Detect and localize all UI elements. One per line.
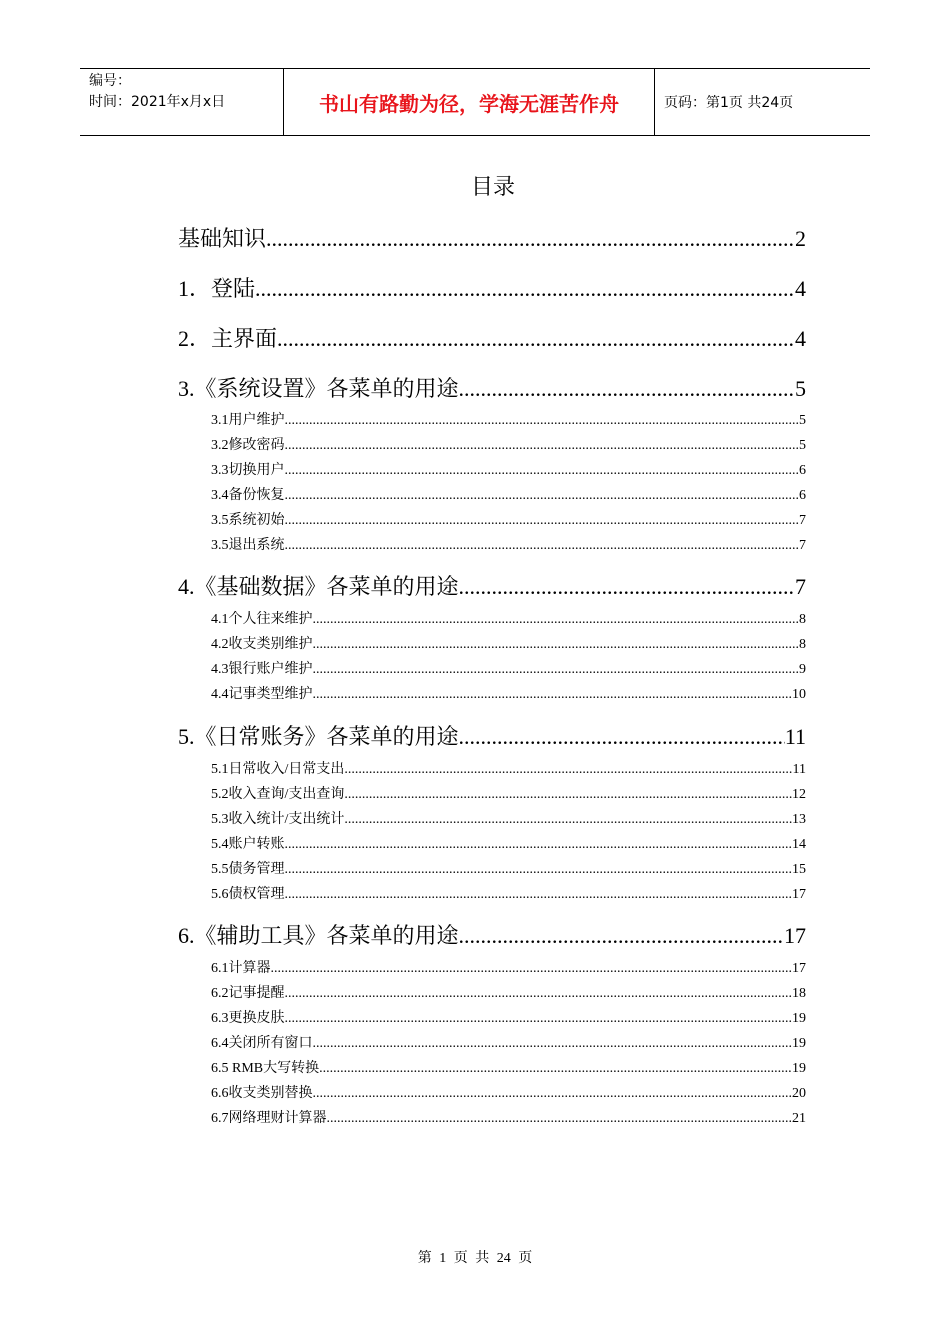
toc-entry-page: 5 — [795, 376, 806, 401]
toc-section-entry[interactable] — [211, 608, 806, 628]
toc-dot-leader — [285, 887, 793, 903]
toc-entry-title: 3.5退出系统 — [211, 538, 285, 553]
toc-entry-page: 17 — [792, 887, 806, 902]
toc-entry-page: 21 — [792, 1111, 806, 1126]
toc-dot-leader — [313, 1036, 793, 1052]
toc-entry-page: 19 — [792, 1011, 806, 1026]
toc-entry-page: 15 — [792, 862, 806, 877]
toc-dot-leader — [285, 862, 793, 878]
footer-total-pages: 24 — [496, 1251, 511, 1266]
toc-entry-title: 6.5 RMB大写转换 — [211, 1061, 320, 1076]
toc-dot-leader — [285, 463, 800, 479]
toc-chapter-entry[interactable] — [178, 720, 806, 751]
toc-chapter-entry[interactable] — [178, 322, 806, 353]
toc-entry-title: 5.2收入查询/支出查询 — [211, 787, 345, 802]
toc-entry-title: 2．主界面 — [178, 326, 278, 351]
toc-chapter-entry[interactable] — [178, 222, 806, 253]
toc-section-entry[interactable] — [211, 1007, 806, 1027]
toc-entry-title: 5.4账户转账 — [211, 837, 285, 852]
toc-entry-title: 3.《系统设置》各菜单的用途 — [178, 376, 459, 401]
toc-entry-page: 8 — [799, 637, 806, 652]
toc-entry-title: 基础知识 — [178, 226, 267, 251]
toc-section-entry[interactable] — [211, 534, 806, 554]
header-meta — [80, 69, 283, 135]
header-page-label: 页码：第1页 共24页 — [664, 95, 794, 111]
toc-chapter-entry[interactable] — [178, 570, 806, 601]
toc-dot-leader — [266, 226, 795, 252]
toc-dot-leader — [459, 724, 785, 750]
toc-chapter-entry[interactable] — [178, 372, 806, 403]
toc-entry-page: 12 — [792, 787, 806, 802]
toc-dot-leader — [459, 376, 795, 402]
toc-entry-title: 5.1日常收入/日常支出 — [211, 762, 345, 777]
toc-dot-leader — [285, 986, 793, 1002]
toc-entry-title: 6.2记事提醒 — [211, 986, 285, 1001]
toc-dot-leader — [344, 812, 792, 828]
toc-dot-leader — [313, 1086, 793, 1102]
toc-entry-page: 17 — [784, 923, 806, 948]
toc-section-entry[interactable] — [211, 434, 806, 454]
toc-entry-page: 11 — [784, 724, 806, 749]
toc-entry-page: 9 — [799, 662, 806, 677]
toc-entry-page: 4 — [795, 276, 806, 301]
toc-entry-title: 6.1计算器 — [211, 961, 271, 976]
toc-entry-title: 4.1个人往来维护 — [211, 612, 313, 627]
toc-section-entry[interactable] — [211, 957, 806, 977]
toc-entry-title: 5.5债务管理 — [211, 862, 285, 877]
toc-section-entry[interactable] — [211, 509, 806, 529]
toc-dot-leader — [285, 413, 800, 429]
toc-section-entry[interactable] — [211, 858, 806, 878]
toc-dot-leader — [271, 961, 793, 977]
toc-dot-leader — [285, 513, 800, 529]
footer-di: 第 — [417, 1251, 432, 1266]
toc-entry-title: 4.《基础数据》各菜单的用途 — [178, 574, 459, 599]
footer-ye-2: 页 — [518, 1251, 533, 1266]
toc-entry-page: 2 — [795, 226, 806, 251]
toc-entry-page: 10 — [792, 687, 806, 702]
page-header — [80, 68, 870, 136]
toc-section-entry[interactable] — [211, 783, 806, 803]
toc-entry-page: 8 — [799, 612, 806, 627]
toc-entry-page: 5 — [799, 413, 806, 428]
toc-entry-page: 17 — [792, 961, 806, 976]
toc-entry-title: 6.7网络理财计算器 — [211, 1111, 327, 1126]
footer-gong: 共 — [475, 1251, 490, 1266]
toc-section-entry[interactable] — [211, 883, 806, 903]
toc-dot-leader — [285, 837, 793, 853]
toc-section-entry[interactable] — [211, 808, 806, 828]
toc-section-entry[interactable] — [211, 982, 806, 1002]
toc-entry-title: 3.5系统初始 — [211, 513, 285, 528]
toc-entry-page: 20 — [792, 1086, 806, 1101]
toc-entry-title: 6.4关闭所有窗口 — [211, 1036, 313, 1051]
toc-entry-page: 6 — [799, 488, 806, 503]
toc-entry-title: 3.1用户维护 — [211, 413, 285, 428]
toc-entry-title: 6.3更换皮肤 — [211, 1011, 285, 1026]
toc-entry-title: 6.6收支类别替换 — [211, 1086, 313, 1101]
toc-entry-title: 4.4记事类型维护 — [211, 687, 313, 702]
toc-chapter-entry[interactable] — [178, 919, 806, 950]
document-number-label: 编号： — [89, 73, 131, 89]
toc-dot-leader — [459, 574, 795, 600]
toc-dot-leader — [319, 1061, 792, 1077]
toc-entry-page: 18 — [792, 986, 806, 1001]
toc-entry-title: 6.《辅助工具》各菜单的用途 — [178, 923, 459, 948]
toc-chapter-entry[interactable] — [178, 272, 806, 303]
document-time-label: 时间：2021年x月x日 — [89, 94, 226, 110]
toc-entry-page: 5 — [799, 438, 806, 453]
toc-section-entry[interactable] — [211, 1032, 806, 1052]
toc-entry-page: 13 — [792, 812, 806, 827]
toc-dot-leader — [285, 538, 800, 554]
toc-entry-title: 3.3切换用户 — [211, 463, 285, 478]
toc-section-entry[interactable] — [211, 1057, 806, 1077]
toc-entry-page: 7 — [799, 538, 806, 553]
toc-dot-leader — [344, 787, 792, 803]
toc-dot-leader — [313, 662, 800, 678]
toc-title: 目录 — [470, 174, 515, 199]
toc-entry-page: 4 — [795, 326, 806, 351]
page-footer — [0, 1247, 950, 1267]
footer-page-number: 1 — [439, 1251, 447, 1266]
toc-entry-title: 4.3银行账户维护 — [211, 662, 313, 677]
toc-entry-title: 5.6债权管理 — [211, 887, 285, 902]
toc-entry-title: 5.《日常账务》各菜单的用途 — [178, 724, 459, 749]
toc-entry-page: 7 — [795, 574, 806, 599]
toc-section-entry[interactable] — [211, 658, 806, 678]
toc-dot-leader — [313, 612, 800, 628]
toc-dot-leader — [285, 488, 800, 504]
toc-section-entry[interactable] — [211, 409, 806, 429]
toc-entry-page: 11 — [792, 762, 806, 777]
toc-section-entry[interactable] — [211, 459, 806, 479]
toc-entry-page: 6 — [799, 463, 806, 478]
toc-dot-leader — [285, 438, 800, 454]
toc-entry-title: 5.3收入统计/支出统计 — [211, 812, 345, 827]
toc-dot-leader — [459, 923, 784, 949]
toc-section-entry[interactable] — [211, 1082, 806, 1102]
toc-section-entry[interactable] — [211, 683, 806, 703]
toc-entry-title: 4.2收支类别维护 — [211, 637, 313, 652]
toc-dot-leader — [327, 1111, 793, 1127]
toc-entry-title: 3.4备份恢复 — [211, 488, 285, 503]
toc-section-entry[interactable] — [211, 1107, 806, 1127]
toc-dot-leader — [255, 276, 795, 302]
toc-dot-leader — [313, 637, 800, 653]
toc-entry-title: 3.2修改密码 — [211, 438, 285, 453]
toc-entry-page: 19 — [792, 1036, 806, 1051]
toc-section-entry[interactable] — [211, 484, 806, 504]
footer-ye: 页 — [453, 1251, 468, 1266]
toc-dot-leader — [277, 326, 795, 352]
toc-entry-page: 14 — [792, 837, 806, 852]
toc-section-entry[interactable] — [211, 833, 806, 853]
toc-entry-page: 7 — [799, 513, 806, 528]
toc-entry-page: 19 — [792, 1061, 806, 1076]
toc-entry-title: 1．登陆 — [178, 276, 256, 301]
toc-dot-leader — [313, 687, 793, 703]
toc-dot-leader — [344, 762, 792, 778]
toc-section-entry[interactable] — [211, 758, 806, 778]
header-motto: 书山有路勤为径，学海无涯苦作舟 — [283, 69, 655, 135]
toc-section-entry[interactable] — [211, 633, 806, 653]
toc-dot-leader — [285, 1011, 793, 1027]
